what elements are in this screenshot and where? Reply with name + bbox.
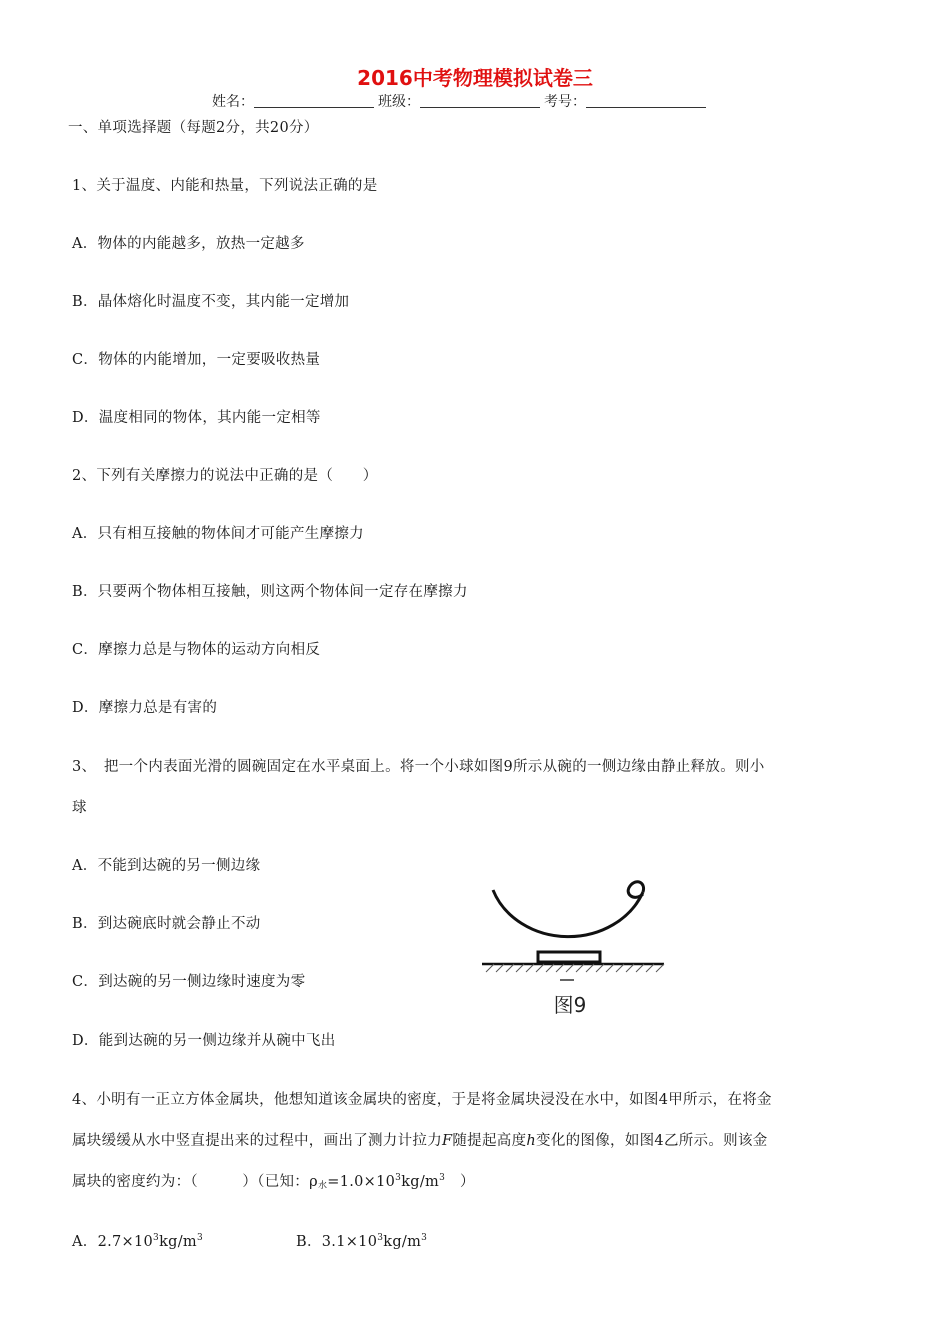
question-4-option-b — [296, 1230, 427, 1251]
question-2-option-a: A．只有相互接触的物体间才可能产生摩擦力 — [72, 526, 364, 542]
bowl-base — [538, 952, 600, 962]
question-2-option-d: D．摩擦力总是有害的 — [72, 700, 218, 716]
q4-option-b-unit-exponent: 3 — [421, 1233, 428, 1243]
q4-line2-part-c: 变化的图像，如图4乙所示。则该金 — [536, 1133, 768, 1149]
exam-no-blank — [586, 93, 706, 108]
question-3-stem-line-1: 3、 把一个内表面光滑的圆碗固定在水平桌面上。将一个小球如图9所示从碗的一侧边缘由静止释放。则小 — [72, 759, 765, 775]
q4-option-a-unit: kg/m — [159, 1234, 197, 1250]
exam-no-label: 考号： — [544, 94, 586, 110]
q4-option-b-exponent: 3 — [377, 1233, 384, 1243]
figure-caption: 图9 — [553, 993, 587, 1017]
q4-option-b-unit: kg/m — [383, 1234, 422, 1250]
name-blank — [254, 93, 374, 108]
q4-line3-unit: kg/m — [401, 1174, 440, 1190]
question-4-option-a — [72, 1230, 203, 1251]
question-4-stem-line-3 — [72, 1170, 475, 1191]
q4-line2-part-b: 随提起高度 — [452, 1133, 527, 1149]
section-title: 一、单项选择题（每题2分，共20分） — [68, 120, 319, 136]
page-title: 2016中考物理模拟试卷三 — [357, 66, 593, 90]
question-1-stem: 1、关于温度、内能和热量，下列说法正确的是 — [72, 178, 378, 194]
q4-height-symbol: h — [526, 1133, 537, 1149]
q4-unit-exponent: 3 — [439, 1173, 446, 1183]
question-1-option-c: C．物体的内能增加，一定要吸收热量 — [72, 352, 321, 368]
q4-water-subscript: 水 — [317, 1181, 328, 1191]
q4-line3-part-b: =1.0×10 — [327, 1174, 396, 1190]
bowl-outline — [493, 890, 643, 937]
question-3-option-b: B．到达碗底时就会静止不动 — [72, 916, 261, 932]
q4-force-symbol: F — [442, 1133, 453, 1149]
question-1-option-a: A．物体的内能越多，放热一定越多 — [72, 236, 305, 252]
q4-line3-part-a: 属块的密度约为：（ ）（已知：ρ — [72, 1174, 318, 1190]
bowl-figure — [478, 880, 668, 1030]
question-1-option-d: D．温度相同的物体，其内能一定相等 — [72, 410, 321, 426]
ball-icon — [628, 882, 643, 898]
question-3-stem-line-2: 球 — [72, 800, 87, 816]
question-3-option-d: D．能到达碗的另一侧边缘并从碗中飞出 — [72, 1033, 336, 1049]
question-2-option-c: C．摩擦力总是与物体的运动方向相反 — [72, 642, 321, 658]
q4-option-a-value: A．2.7×10 — [72, 1234, 154, 1250]
student-info-row — [212, 91, 710, 111]
question-4-stem-line-2 — [72, 1129, 768, 1150]
question-1-option-b: B．晶体熔化时温度不变，其内能一定增加 — [72, 294, 350, 310]
q4-line2-part-a: 属块缓缓从水中竖直提出来的过程中，画出了测力计拉力 — [72, 1133, 442, 1149]
q4-option-a-exponent: 3 — [153, 1233, 160, 1243]
question-3-option-a: A．不能到达碗的另一侧边缘 — [72, 858, 261, 874]
q4-option-a-unit-exponent: 3 — [196, 1233, 203, 1243]
name-label: 姓名： — [212, 94, 254, 110]
question-2-option-b: B．只要两个物体相互接触，则这两个物体间一定存在摩擦力 — [72, 584, 468, 600]
q4-exponent: 3 — [395, 1173, 402, 1183]
question-2-stem: 2、下列有关摩擦力的说法中正确的是（ ） — [72, 468, 378, 484]
question-3-option-c: C．到达碗的另一侧边缘时速度为零 — [72, 974, 306, 990]
class-blank — [420, 93, 540, 108]
question-4-stem-line-1: 4、小明有一正立方体金属块，他想知道该金属块的密度，于是将金属块浸没在水中，如图4甲所示，在将金 — [72, 1092, 772, 1108]
q4-line3-part-d: ） — [445, 1174, 475, 1190]
class-label: 班级： — [378, 94, 420, 110]
q4-option-b-value: B．3.1×10 — [296, 1234, 378, 1250]
